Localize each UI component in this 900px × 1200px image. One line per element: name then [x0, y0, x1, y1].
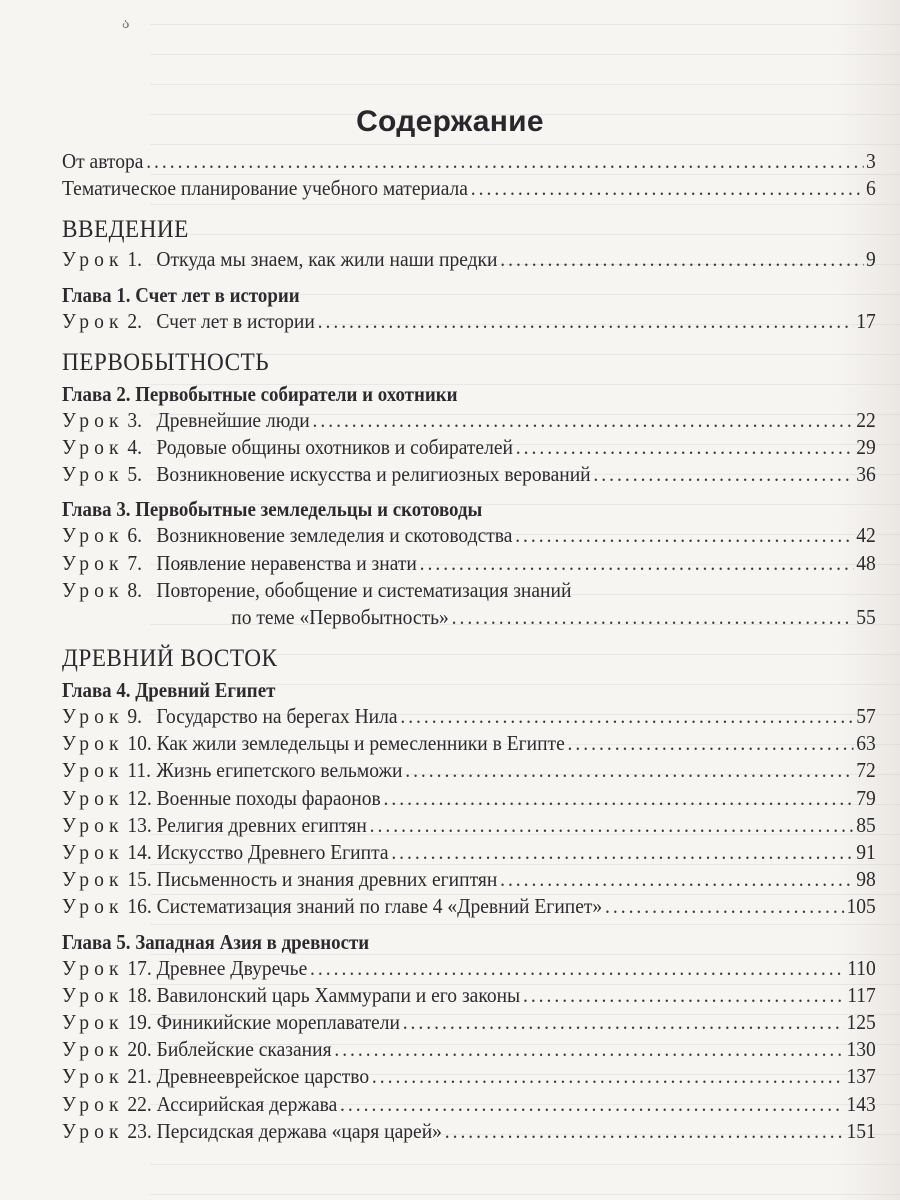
dot-leader: [516, 434, 854, 461]
entry-title: От автора: [62, 149, 144, 173]
lesson-title-continuation: по теме «Первобытность»: [231, 604, 449, 629]
dot-leader: [500, 866, 853, 893]
toc-entry-lesson-17[interactable]: [62, 955, 876, 982]
lesson-title: Вавилонский царь Хаммурапи и его законы: [156, 982, 521, 1007]
toc-entry-lesson-6[interactable]: [62, 522, 876, 549]
page-number: 143: [846, 1091, 876, 1116]
toc-entry-lesson-8[interactable]: [62, 577, 876, 604]
toc-entry-lesson-21[interactable]: [62, 1063, 876, 1090]
lesson-title: Государство на берегах Нила: [156, 704, 398, 729]
dot-leader: [313, 407, 854, 434]
dot-leader: [605, 893, 844, 920]
lesson-title: Повторение, обобщение и систематизация знаний: [156, 577, 572, 602]
toc-entry-lesson-15[interactable]: [62, 866, 876, 893]
lesson-word: Урок: [62, 523, 124, 548]
lesson-number: 23.: [127, 1118, 152, 1143]
lesson-word: Урок: [62, 577, 124, 602]
lesson-word: Урок: [62, 308, 124, 333]
dot-leader: [445, 1118, 844, 1145]
page-number: 42: [856, 523, 876, 548]
lesson-word: Урок: [62, 785, 124, 810]
dot-leader: [500, 246, 863, 273]
page-number: 3: [866, 149, 876, 173]
lesson-title: Древнееврейское царство: [156, 1064, 370, 1089]
page-number: 151: [846, 1118, 876, 1143]
page-number: 29: [856, 434, 876, 459]
page-number: 91: [856, 840, 876, 864]
dot-leader: [310, 955, 844, 982]
page-number: 9: [866, 247, 876, 272]
lesson-title: Возникновение земледелия и скотоводства: [156, 523, 513, 548]
chapter-heading: Глава 2. Первобытные собиратели и охотники: [62, 381, 458, 406]
dot-leader: [593, 461, 853, 488]
lesson-number: 14.: [127, 840, 152, 864]
dot-leader: [400, 703, 853, 730]
toc-entry-lesson-13[interactable]: [62, 812, 876, 839]
lesson-word: Урок: [62, 982, 124, 1007]
lesson-number: 13.: [127, 812, 152, 837]
dot-leader: [318, 308, 854, 335]
dot-leader: [340, 1091, 844, 1118]
toc-entry-lesson-5[interactable]: [62, 461, 876, 488]
chapter-heading: Глава 1. Счет лет в истории: [62, 282, 300, 307]
dot-leader: [372, 1063, 844, 1090]
page-number: 125: [846, 1009, 876, 1034]
lesson-title: Жизнь египетского вельможи: [156, 758, 403, 783]
page-number: 57: [856, 704, 876, 729]
lesson-title: Древнее Двуречье: [156, 955, 308, 980]
lesson-title: Как жили земледельцы и ремесленники в Египте: [156, 731, 565, 756]
lesson-number: 9.: [127, 704, 142, 729]
lesson-number: 16.: [127, 894, 152, 919]
page-number: 36: [856, 462, 876, 487]
corner-mark: ა: [122, 17, 130, 32]
page-number: 98: [856, 867, 876, 892]
lesson-number: 10.: [127, 731, 152, 756]
page-number: 55: [856, 604, 876, 629]
toc-entry-lesson-11[interactable]: [62, 757, 876, 784]
dot-leader: [471, 175, 863, 202]
toc-entry-lesson-23[interactable]: [62, 1118, 876, 1145]
lesson-number: 2.: [127, 308, 142, 333]
lesson-word: Урок: [62, 1118, 124, 1143]
page-number: 79: [856, 785, 876, 810]
lesson-word: Урок: [62, 1009, 124, 1034]
lesson-word: Урок: [62, 247, 124, 272]
page-number: 130: [846, 1037, 876, 1062]
dot-leader: [452, 604, 854, 631]
dot-leader: [523, 982, 844, 1009]
lesson-word: Урок: [62, 407, 124, 432]
lesson-title: Религия древних египтян: [156, 812, 367, 837]
toc-entry-lesson-16[interactable]: [62, 893, 876, 920]
dot-leader: [515, 522, 853, 549]
lesson-number: 5.: [127, 462, 142, 487]
lesson-number: 19.: [127, 1009, 152, 1034]
lesson-word: Урок: [62, 434, 124, 459]
lesson-word: Урок: [62, 704, 124, 729]
lesson-word: Урок: [62, 812, 124, 837]
toc-entry-lesson-4[interactable]: [62, 434, 876, 461]
dot-leader: [146, 148, 863, 175]
lesson-number: 22.: [127, 1091, 152, 1116]
lesson-word: Урок: [62, 867, 124, 892]
lesson-title: Появление неравенства и знати: [156, 550, 417, 575]
chapter-heading: Глава 3. Первобытные земледельцы и скотоводы: [62, 497, 483, 522]
toc-entry-lesson-8-continuation[interactable]: [62, 604, 876, 631]
chapter-heading: Глава 4. Древний Египет: [62, 678, 276, 703]
dot-leader: [334, 1036, 843, 1063]
page-number: 48: [856, 550, 876, 575]
page-number: 105: [846, 894, 876, 919]
lesson-number: 12.: [127, 785, 152, 810]
lesson-title: Военные походы фараонов: [156, 785, 381, 810]
toc-entry-lesson-20[interactable]: [62, 1036, 876, 1063]
lesson-number: 15.: [127, 867, 152, 892]
page-number: 17: [856, 308, 876, 333]
part-heading: ДРЕВНИЙ ВОСТОК: [62, 645, 278, 673]
toc-entry-lesson-22[interactable]: [62, 1091, 876, 1118]
dot-leader: [384, 785, 854, 812]
lesson-title: Систематизация знаний по главе 4 «Древний Египет»: [156, 894, 603, 919]
lesson-word: Урок: [62, 758, 124, 783]
lesson-number: 17.: [127, 955, 152, 980]
lesson-number: 18.: [127, 982, 152, 1007]
page-number: 22: [856, 407, 876, 432]
table-of-contents: [62, 148, 876, 1145]
lesson-title: Ассирийская держава: [156, 1091, 338, 1116]
lesson-title: Древнейшие люди: [156, 407, 310, 432]
lesson-number: 21.: [127, 1064, 152, 1089]
part-heading: ПЕРВОБЫТНОСТЬ: [62, 348, 270, 376]
page-number: 137: [846, 1064, 876, 1089]
lesson-word: Урок: [62, 1091, 124, 1116]
lesson-word: Урок: [62, 1064, 124, 1089]
toc-entry-lesson-14[interactable]: [62, 839, 876, 866]
part-heading: ВВЕДЕНИЕ: [62, 216, 189, 244]
lesson-title: Искусство Древнего Египта: [156, 840, 389, 864]
toc-entry-lesson-9[interactable]: [62, 703, 876, 730]
lesson-title: Счет лет в истории: [156, 308, 315, 333]
lesson-word: Урок: [62, 462, 124, 487]
lesson-title: Письменность и знания древних египтян: [156, 867, 498, 892]
dot-leader: [403, 1009, 844, 1036]
lesson-word: Урок: [62, 955, 124, 980]
page-number: 117: [847, 982, 876, 1007]
lesson-word: Урок: [62, 894, 124, 919]
toc-entry-planning[interactable]: [62, 175, 876, 202]
toc-entry-lesson-12[interactable]: [62, 785, 876, 812]
lesson-title: Библейские сказания: [156, 1037, 332, 1062]
dot-leader: [405, 757, 853, 784]
lesson-number: 8.: [127, 577, 142, 602]
lesson-number: 7.: [127, 550, 142, 575]
lesson-number: 20.: [127, 1037, 152, 1062]
lesson-title: Финикийские мореплаватели: [156, 1009, 400, 1034]
toc-entry-lesson-7[interactable]: [62, 550, 876, 577]
lesson-number: 6.: [127, 523, 142, 548]
lesson-word: Урок: [62, 1037, 124, 1062]
page-number: 110: [847, 955, 876, 980]
lesson-number: 3.: [127, 407, 142, 432]
entry-title: Тематическое планирование учебного материала: [62, 176, 468, 201]
dot-leader: [391, 839, 853, 866]
lesson-number: 11.: [127, 758, 152, 783]
page-number: 72: [856, 758, 876, 783]
lesson-title: Персидская держава «царя царей»: [156, 1118, 442, 1143]
page-title: Содержание: [356, 105, 544, 138]
toc-entry-lesson-3[interactable]: [62, 407, 876, 434]
lesson-number: 4.: [127, 434, 142, 459]
toc-entry-lesson-18[interactable]: [62, 982, 876, 1009]
toc-entry-lesson-10[interactable]: [62, 730, 876, 757]
lesson-word: Урок: [62, 550, 124, 575]
lesson-word: Урок: [62, 840, 124, 864]
lesson-word: Урок: [62, 731, 124, 756]
toc-entry-lesson-2[interactable]: [62, 308, 876, 335]
dot-leader: [420, 550, 854, 577]
toc-entry-lesson-19[interactable]: [62, 1009, 876, 1036]
page-number: 85: [856, 812, 876, 837]
lesson-title: Возникновение искусства и религиозных верований: [156, 462, 591, 487]
lesson-number: 1.: [127, 247, 142, 272]
page-number: 63: [856, 731, 876, 756]
dot-leader: [568, 730, 854, 757]
dot-leader: [370, 812, 854, 839]
toc-entry-lesson-1[interactable]: [62, 246, 876, 273]
lesson-title: Родовые общины охотников и собирателей: [156, 434, 513, 459]
page-number: 6: [866, 176, 876, 201]
chapter-heading: Глава 5. Западная Азия в древности: [62, 929, 370, 954]
toc-entry-from-author[interactable]: [62, 148, 876, 175]
lesson-title: Откуда мы знаем, как жили наши предки: [156, 247, 498, 272]
